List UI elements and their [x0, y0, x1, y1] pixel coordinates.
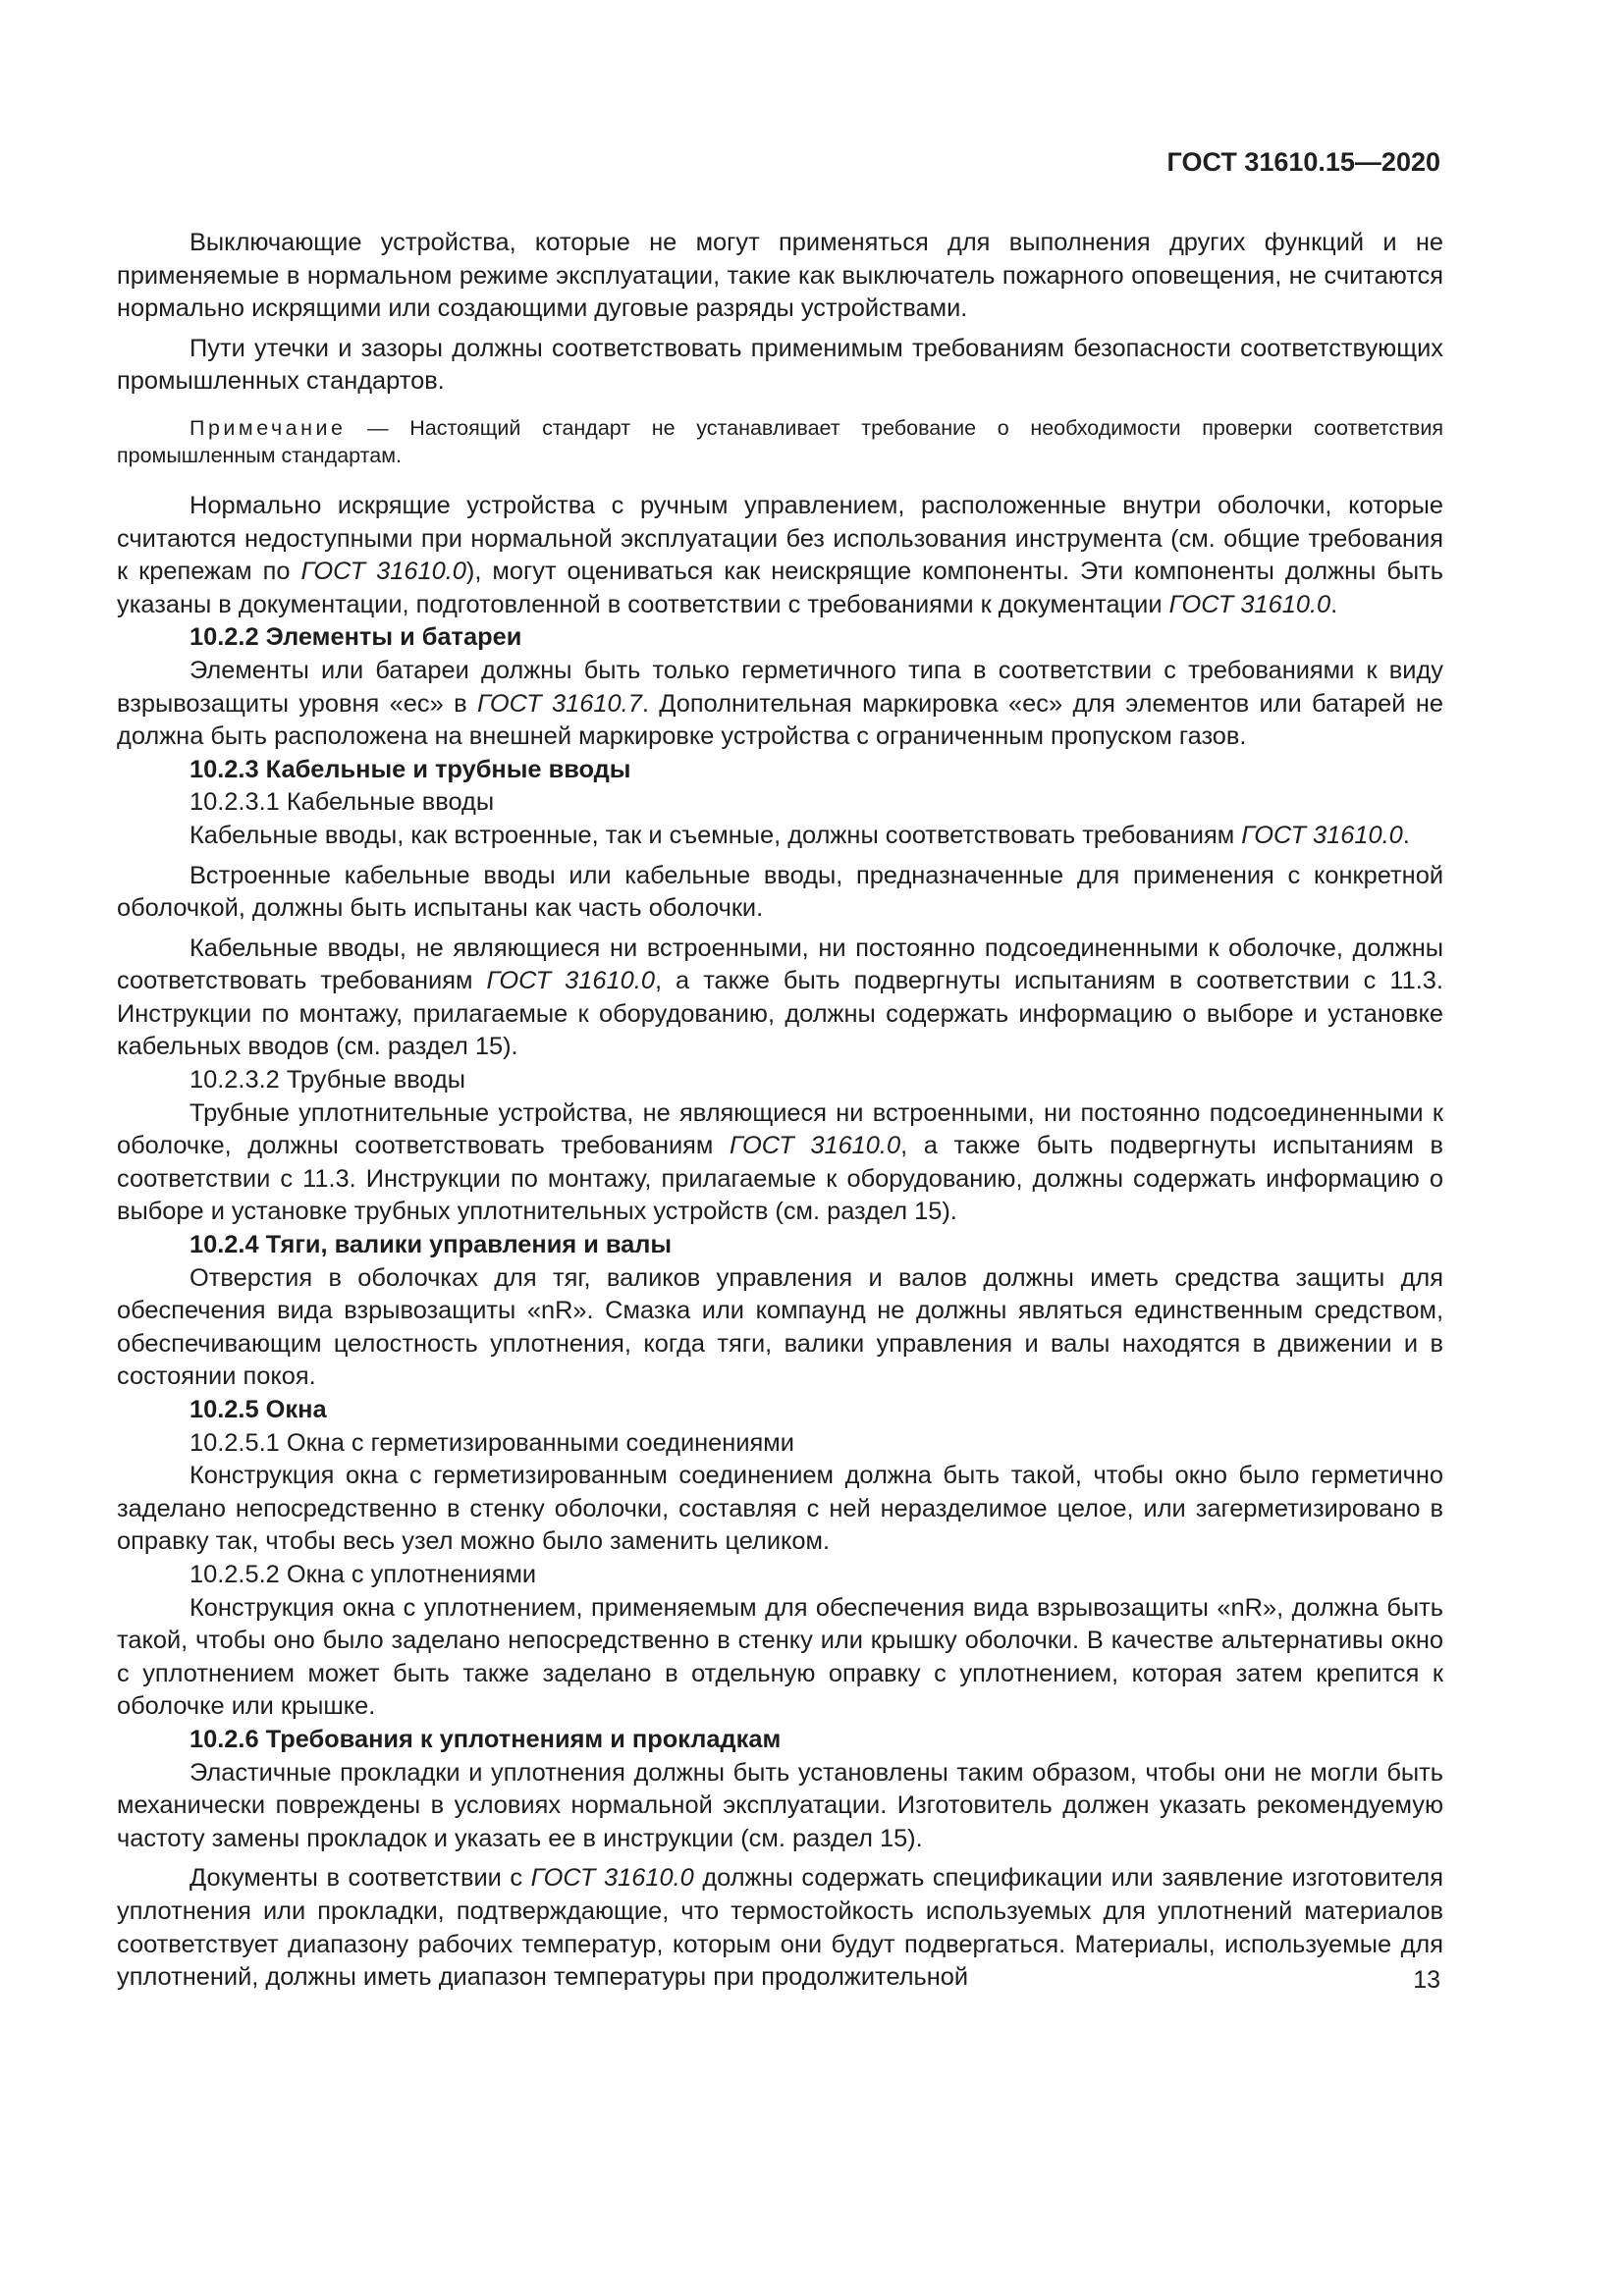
standard-reference: ГОСТ 31610.0 — [729, 1132, 901, 1160]
paragraph — [117, 860, 1443, 926]
standard-reference: ГОСТ 31610.7 — [476, 689, 642, 718]
subsection-heading: 10.2.3.1 Кабельные вводы — [189, 788, 495, 817]
paragraph — [117, 333, 1443, 399]
text-run: должны содержать спецификации или заявление изготовителя уплотнения или прокладки, подтверждающие, что термостойкость используемых для уплотнений материалов соответствует диапазону рабочих температур, которым они будут подвергаться. Материалы, используемые для уплотнений, должны иметь диапазон температуры при продолжительной — [117, 1864, 1443, 1992]
paragraph — [117, 655, 1443, 754]
text-run: , а также быть подвергнуты испытаниям в соответствии с 11.3. Инструкции по монтажу, прилагаемые к оборудованию, должны содержать информацию о выборе и установке трубных уплотнительных устройств (см. раздел 15). — [117, 1132, 1443, 1226]
standard-reference: ГОСТ 31610.0 — [486, 967, 655, 995]
paragraph — [117, 1460, 1443, 1559]
text-run: ), могут оцениваться как неискрящие компоненты. Эти компоненты должны быть указаны в документации, подготовленной в соответствии с требованиями к документации — [117, 558, 1443, 618]
text-run: Трубные уплотнительные устройства, не являющиеся ни встроенными, ни постоянно подсоединенными к оболочке, должны соответствовать требованиям — [117, 1098, 1443, 1160]
text-run: . — [1330, 590, 1338, 618]
subsection-heading: 10.2.3.2 Трубные вводы — [189, 1066, 466, 1095]
text-run: Встроенные кабельные вводы или кабельные вводы, предназначенные для применения с конкретной оболочкой, должны быть испытаны как часть оболочки. — [117, 861, 1443, 923]
paragraph — [117, 227, 1443, 326]
paragraph — [117, 1592, 1443, 1724]
paragraph — [117, 1262, 1443, 1394]
standard-reference: ГОСТ 31610.0 — [530, 1864, 694, 1893]
standard-reference: ГОСТ 31610.0 — [300, 558, 466, 586]
text-run: Конструкция окна с герметизированным соединением должна быть такой, чтобы окно было герметично заделано непосредственно в стенку оболочки, составляя с ней неразделимое целое, или загерметизировано в оправку так, чтобы весь узел можно было заменить целиком. — [117, 1462, 1443, 1556]
note-label: Примечание — [189, 415, 347, 440]
text-run: Кабельные вводы, не являющиеся ни встроенными, ни постоянно подсоединенными к оболочке, должны соответствовать требованиям — [117, 934, 1443, 995]
section-heading: 10.2.2 Элементы и батареи — [189, 623, 522, 652]
paragraph — [117, 1757, 1443, 1856]
standard-code-header: ГОСТ 31610.15—2020 — [1166, 147, 1440, 177]
section-heading: 10.2.6 Требования к уплотнениям и прокладкам — [189, 1725, 782, 1753]
text-run: Отверстия в оболочках для тяг, валиков управления и валов должны иметь средства защиты для обеспечения вида взрывозащиты «nR». Смазка или компаунд не должны являться единственным средством, обеспечивающим целостность уплотнения, когда тяги, валики управления и валы находятся в движении и в состоянии покоя. — [117, 1263, 1443, 1391]
text-run: Конструкция окна с уплотнением, применяемым для обеспечения вида взрывозащиты «nR», должна быть такой, чтобы оно было заделано непосредственно в стенку или крышку оболочки. В качестве альтернативы окно с уплотнением может быть также заделано в отдельную оправку с уплотнением, которая затем крепится к оболочке или крышке. — [117, 1593, 1443, 1721]
section-heading: 10.2.3 Кабельные и трубные вводы — [189, 755, 631, 783]
text-run: Документы в соответствии с — [189, 1864, 531, 1893]
text-run: Кабельные вводы, как встроенные, так и съемные, должны соответствовать требованиям — [189, 821, 1242, 849]
subsection-heading: 10.2.5.1 Окна с герметизированными соединениями — [189, 1428, 794, 1457]
paragraph — [117, 1862, 1443, 1994]
text-run: Эластичные прокладки и уплотнения должны быть установлены таким образом, чтобы они не могли быть механически повреждены в условиях нормальной эксплуатации. Изготовитель должен указать рекомендуемую частоту замены прокладок и указать ее в инструкции (см. раздел 15). — [117, 1758, 1443, 1852]
paragraph — [117, 490, 1443, 621]
note-paragraph — [117, 414, 1443, 469]
text-run: , а также быть подвергнуты испытаниям в соответствии с 11.3. Инструкции по монтажу, прилагаемые к оборудованию, должны содержать информацию о выборе и установке кабельных вводов (см. раздел 15). — [117, 967, 1443, 1061]
note-text: — Настоящий стандарт не устанавливает требование о необходимости проверки соответствия промышленным стандартам. — [117, 415, 1443, 467]
paragraph — [117, 1097, 1443, 1229]
subsection-heading: 10.2.5.2 Окна с уплотнениями — [189, 1560, 537, 1588]
section-heading: 10.2.5 Окна — [189, 1396, 327, 1423]
body-text — [117, 227, 1443, 1995]
text-run: Пути утечки и зазоры должны соответствовать применимым требованиям безопасности соответствующих промышленных стандартов. — [117, 334, 1443, 396]
standard-reference: ГОСТ 31610.0 — [1241, 821, 1403, 849]
text-run: Элементы или батареи должны быть только герметичного типа в соответствии с требованиями к виду взрывозащиты уровня «ес» в — [117, 656, 1443, 718]
page-number: 13 — [1413, 1966, 1440, 1994]
paragraph — [117, 820, 1443, 853]
text-run: Нормально искрящие устройства с ручным управлением, расположенные внутри оболочки, которые считаются недоступными при нормальной эксплуатации без использования инструмента (см. общие требования к крепежам по — [117, 491, 1443, 586]
section-heading: 10.2.4 Тяги, валики управления и валы — [189, 1231, 673, 1259]
text-run: . Дополнительная маркировка «ес» для элементов или батарей не должна быть расположена на внешней маркировке устройства с ограниченным пропуском газов. — [117, 689, 1443, 751]
standard-reference: ГОСТ 31610.0 — [1168, 590, 1331, 618]
text-run: Выключающие устройства, которые не могут применяться для выполнения других функций и не применяемые в нормальном режиме эксплуатации, такие как выключатель пожарного оповещения, не считаются нормально искрящими или создающими дуговые разряды устройствами. — [117, 229, 1443, 323]
paragraph — [117, 933, 1443, 1064]
text-run: . — [1402, 821, 1410, 849]
